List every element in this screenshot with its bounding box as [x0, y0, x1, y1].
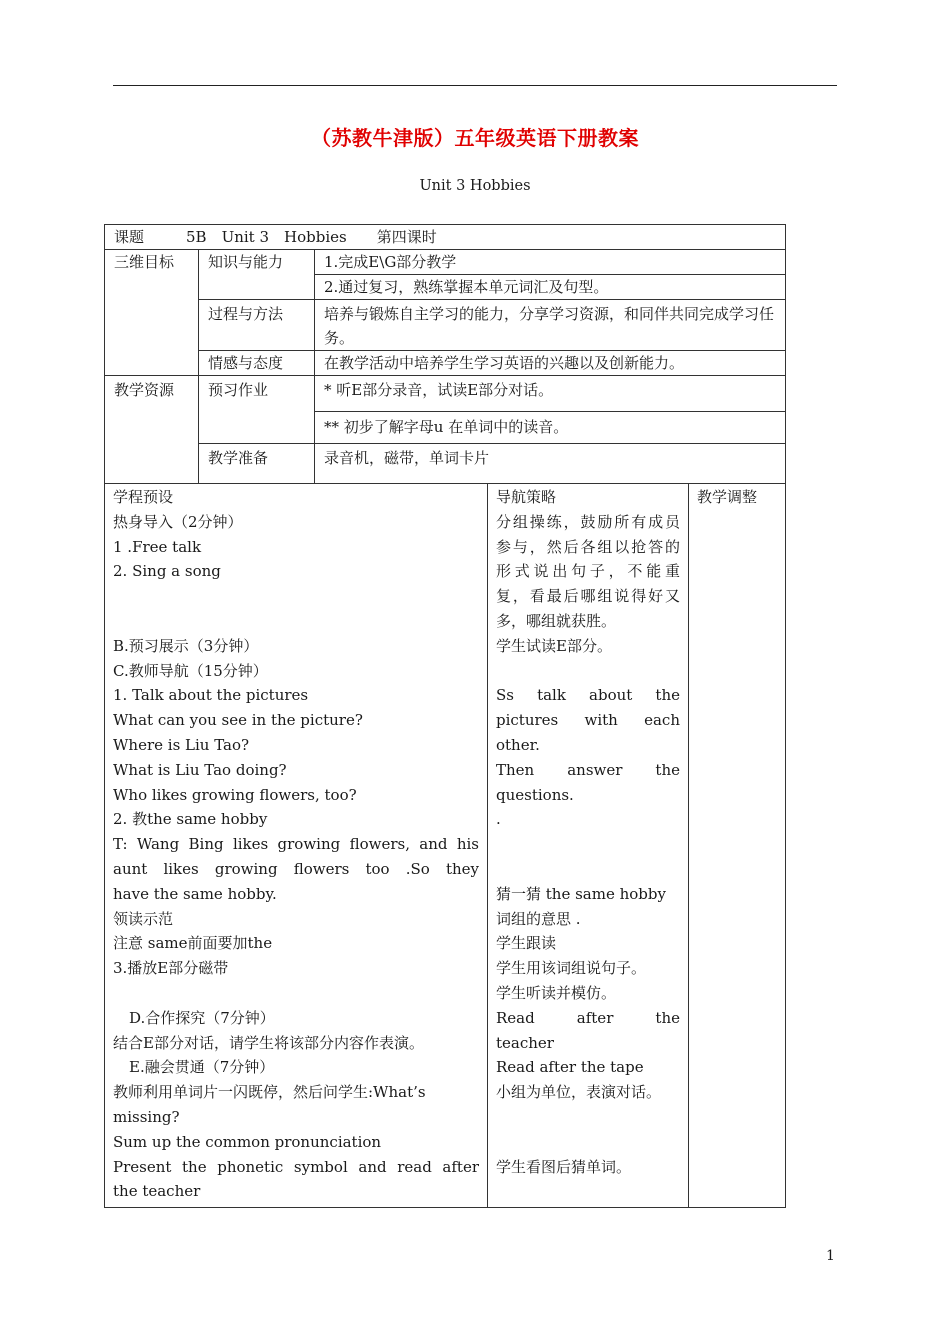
attitude-label: 情感与态度 [199, 351, 315, 376]
preview-item-2: ** 初步了解字母u 在单词中的读音。 [315, 412, 786, 444]
col1_lines-line: Who likes growing flowers, too? [113, 785, 357, 804]
document-subtitle: Unit 3 Hobbies [419, 178, 531, 194]
col2_lines-line: 复，看最后哪组说得好又 [496, 587, 680, 606]
col2_lines-line [496, 1105, 680, 1130]
col2_lines-line: questions. [496, 785, 574, 804]
knowledge-item-1: 1.完成E\G部分教学 [315, 250, 786, 275]
lesson-plan-table [104, 224, 786, 484]
col2_lines-line: 词组的意思 . [496, 909, 581, 928]
adjustment-column [689, 484, 786, 1208]
col2_lines-line: 小组为单位，表演对话。 [496, 1083, 662, 1102]
col1_lines-line: 教师利用单词片一闪既停，然后问学生:What’s [113, 1083, 426, 1102]
col2_lines-line [496, 832, 680, 857]
col2_lines-line: other. [496, 735, 540, 754]
col2_lines-line: Read after the [496, 1008, 680, 1027]
col1_lines-line: E.融会贯通（7分钟） [129, 1058, 275, 1077]
col2_lines-line: 学生用该词组说句子。 [496, 959, 647, 978]
col1_lines-line: 3.播放E部分磁带 [113, 959, 229, 978]
col1_lines-line [113, 584, 479, 609]
col2_lines-line: 分组操练，鼓励所有成员 [496, 512, 680, 531]
col2_lines-line: pictures with each [496, 711, 680, 730]
topic-value: 5B Unit 3 Hobbies 第四课时 [186, 228, 437, 246]
col1_lines-line: 热身导入（2分钟） [113, 512, 243, 531]
strategy-column [488, 484, 689, 1208]
process-column [105, 484, 488, 1208]
adjustment-column-header: 教学调整 [697, 488, 758, 506]
col1_lines-line: What is Liu Tao doing? [113, 760, 287, 779]
col2_lines-line: 猜一猜 the same hobby [496, 884, 666, 903]
process-label: 过程与方法 [199, 300, 315, 351]
preview-label: 预习作业 [199, 376, 315, 444]
col1_lines-line: 结合E部分对话，请学生将该部分内容作表演。 [113, 1033, 424, 1052]
strategy-lines [496, 510, 680, 1204]
col2_lines-line: 多，哪组就获胜。 [496, 611, 617, 630]
col1_lines-line: 注意 same前面要加the [113, 934, 273, 953]
resources-label: 教学资源 [105, 376, 199, 484]
col2_lines-line: 形式说出句子，不能重 [496, 562, 680, 581]
header-rule [113, 85, 837, 86]
page-number: 1 [826, 1248, 835, 1264]
col1_lines-line: have the same hobby. [113, 884, 277, 903]
col1_lines-line: Where is Liu Tao? [113, 735, 250, 754]
prep-value: 录音机，磁带，单词卡片 [315, 444, 786, 484]
process-lines [113, 510, 479, 1204]
col2_lines-line: 学生试读E部分。 [496, 636, 612, 655]
col1_lines-line: the teacher [113, 1182, 201, 1201]
goals-label: 三维目标 [105, 250, 199, 376]
col2_lines-line: 学生看图后猜单词。 [496, 1157, 632, 1176]
col1_lines-line: missing? [113, 1107, 180, 1126]
col2_lines-line [496, 659, 680, 684]
col1_lines-line: 1 .Free talk [113, 537, 202, 556]
col1_lines-line: 2. Sing a song [113, 562, 221, 581]
col2_lines-line [496, 1179, 680, 1204]
col2_lines-line [496, 1130, 680, 1155]
strategy-column-header: 导航策略 [496, 488, 557, 506]
document-title: （苏教牛津版）五年级英语下册教案 [311, 126, 639, 150]
col2_lines-line: 参与，然后各组以抢答的 [496, 537, 680, 556]
col1_lines-line [113, 981, 479, 1006]
col1_lines-line: What can you see in the picture? [113, 711, 363, 730]
col2_lines-line: . [496, 810, 501, 829]
topic-label: 课题 [114, 228, 145, 246]
topic-row [105, 225, 786, 250]
preview-item-1: * 听E部分录音，试读E部分对话。 [315, 376, 786, 412]
col2_lines-line: Then answer the [496, 760, 680, 779]
col1_lines-line: T: Wang Bing likes growing flowers, and his [113, 835, 479, 854]
col2_lines-line [496, 857, 680, 882]
knowledge-item-2: 2.通过复习，熟练掌握本单元词汇及句型。 [315, 275, 786, 300]
col2_lines-line: teacher [496, 1033, 554, 1052]
col1_lines-line [113, 609, 479, 634]
col1_lines-line: B.预习展示（3分钟） [113, 636, 259, 655]
attitude-value: 在教学活动中培养学生学习英语的兴趣以及创新能力。 [315, 351, 786, 376]
col1_lines-line: D.合作探究（7分钟） [129, 1008, 275, 1027]
col2_lines-line: 学生跟读 [496, 934, 557, 953]
col1_lines-line: Present the phonetic symbol and read after [113, 1157, 479, 1176]
process-column-header: 学程预设 [113, 488, 174, 506]
col1_lines-line: aunt likes growing flowers too .So they [113, 859, 479, 878]
col1_lines-line: 1. Talk about the pictures [113, 686, 309, 705]
col2_lines-line: Ss talk about the [496, 686, 680, 705]
col1_lines-line: 领读示范 [113, 909, 174, 928]
col2_lines-line: 学生听读并模仿。 [496, 983, 617, 1002]
knowledge-label: 知识与能力 [199, 250, 315, 300]
col2_lines-line: Read after the tape [496, 1058, 644, 1077]
col1_lines-line: C.教师导航（15分钟） [113, 661, 268, 680]
col1_lines-line: 2. 教the same hobby [113, 810, 268, 829]
prep-label: 教学准备 [199, 444, 315, 484]
col1_lines-line: Sum up the common pronunciation [113, 1132, 382, 1151]
teaching-process-table [104, 483, 786, 1208]
process-value: 培养与锻炼自主学习的能力，分享学习资源，和同伴共同完成学习任务。 [315, 300, 786, 351]
